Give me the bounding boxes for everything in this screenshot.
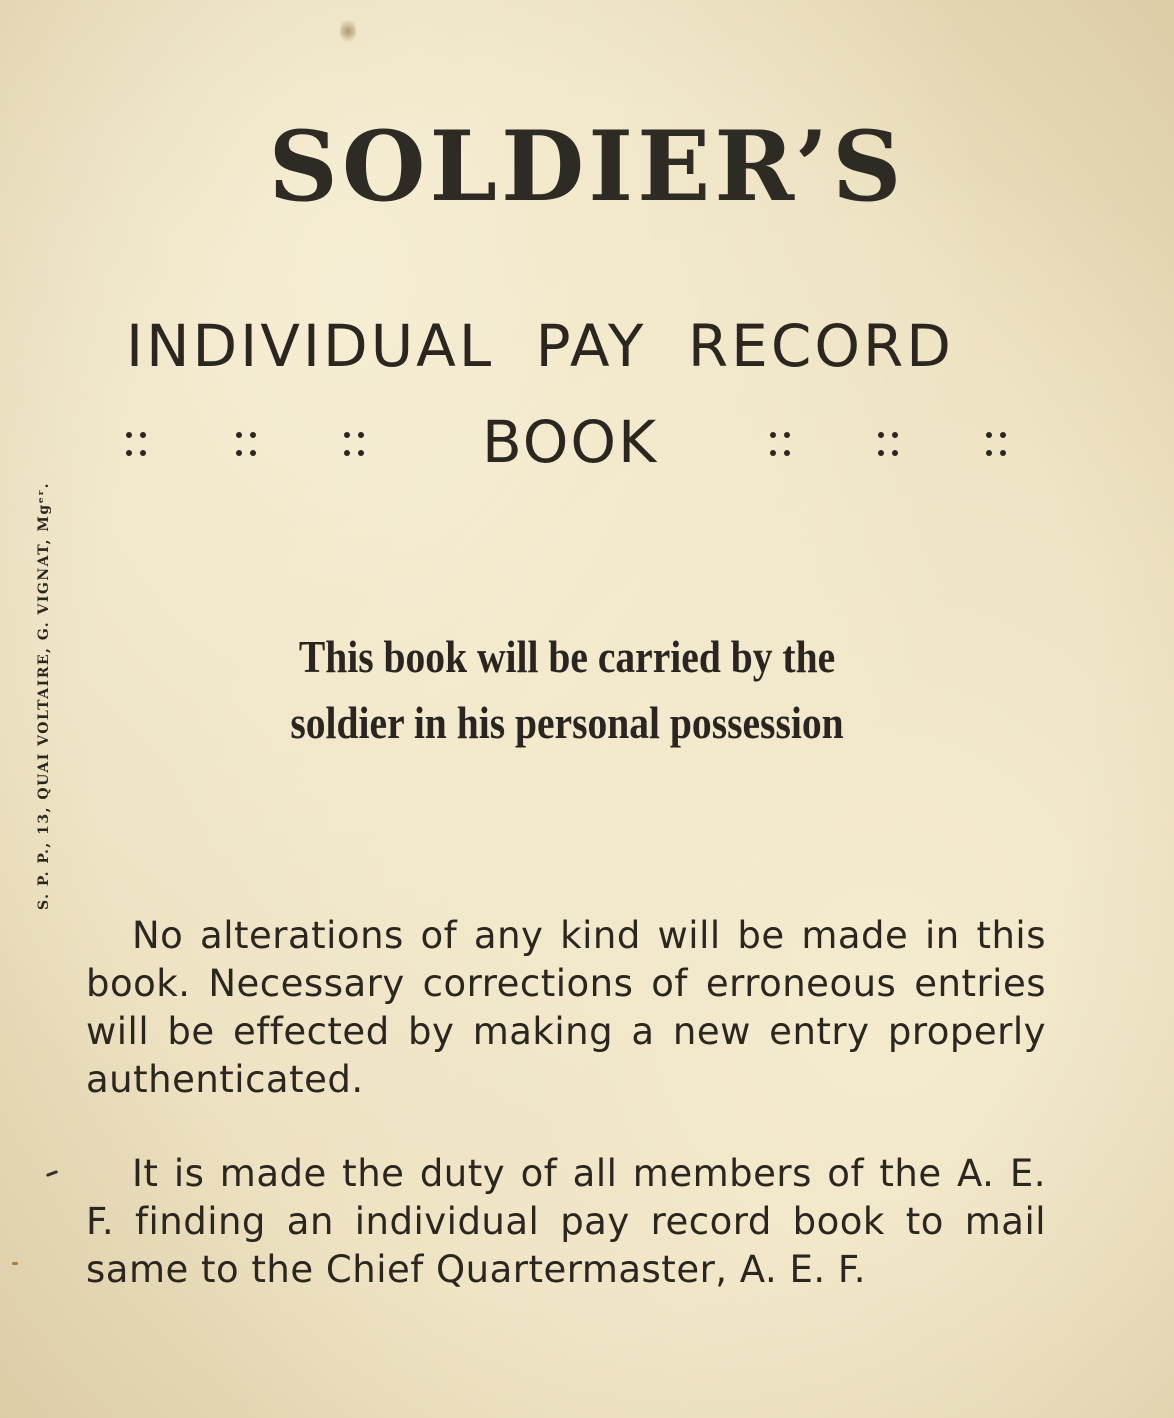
alterations-paragraph	[86, 912, 1046, 1104]
duty-paragraph	[86, 1150, 1046, 1294]
ornament-dots	[770, 432, 792, 458]
ink-mark	[12, 1262, 18, 1265]
printer-imprint: S. P. P., 13, QUAI VOLTAIRE, G. VIGNAT, Mgᵉʳ.	[36, 481, 52, 910]
duty-paragraph-text: It is made the duty of all members of the A. E. F. finding an individual pay record book to mail same to the Chief Quartermaster, A. E. F.	[86, 1152, 1046, 1291]
subtitle-line-2: BOOK	[482, 408, 659, 476]
ink-mark	[46, 1170, 58, 1177]
possession-notice	[79, 624, 1054, 756]
paper-stain	[340, 18, 356, 44]
subtitle-line-1: INDIVIDUAL PAY RECORD	[126, 312, 954, 380]
ornament-dots	[126, 432, 148, 458]
subtitle-line-2-row	[120, 408, 1020, 480]
document-title: SOLDIER’S	[268, 110, 906, 223]
notice-line-2: soldier in his personal possession	[290, 697, 844, 748]
notice-line-1: This book will be carried by the	[298, 631, 836, 682]
ornament-dots	[236, 432, 258, 458]
ornament-dots	[344, 432, 366, 458]
alterations-paragraph-text: No alterations of any kind will be made in this book. Necessary corrections of erroneous entries will be effected by making a new entry properly authenticated.	[86, 914, 1046, 1101]
ornament-dots	[986, 432, 1008, 458]
ornament-dots	[878, 432, 900, 458]
